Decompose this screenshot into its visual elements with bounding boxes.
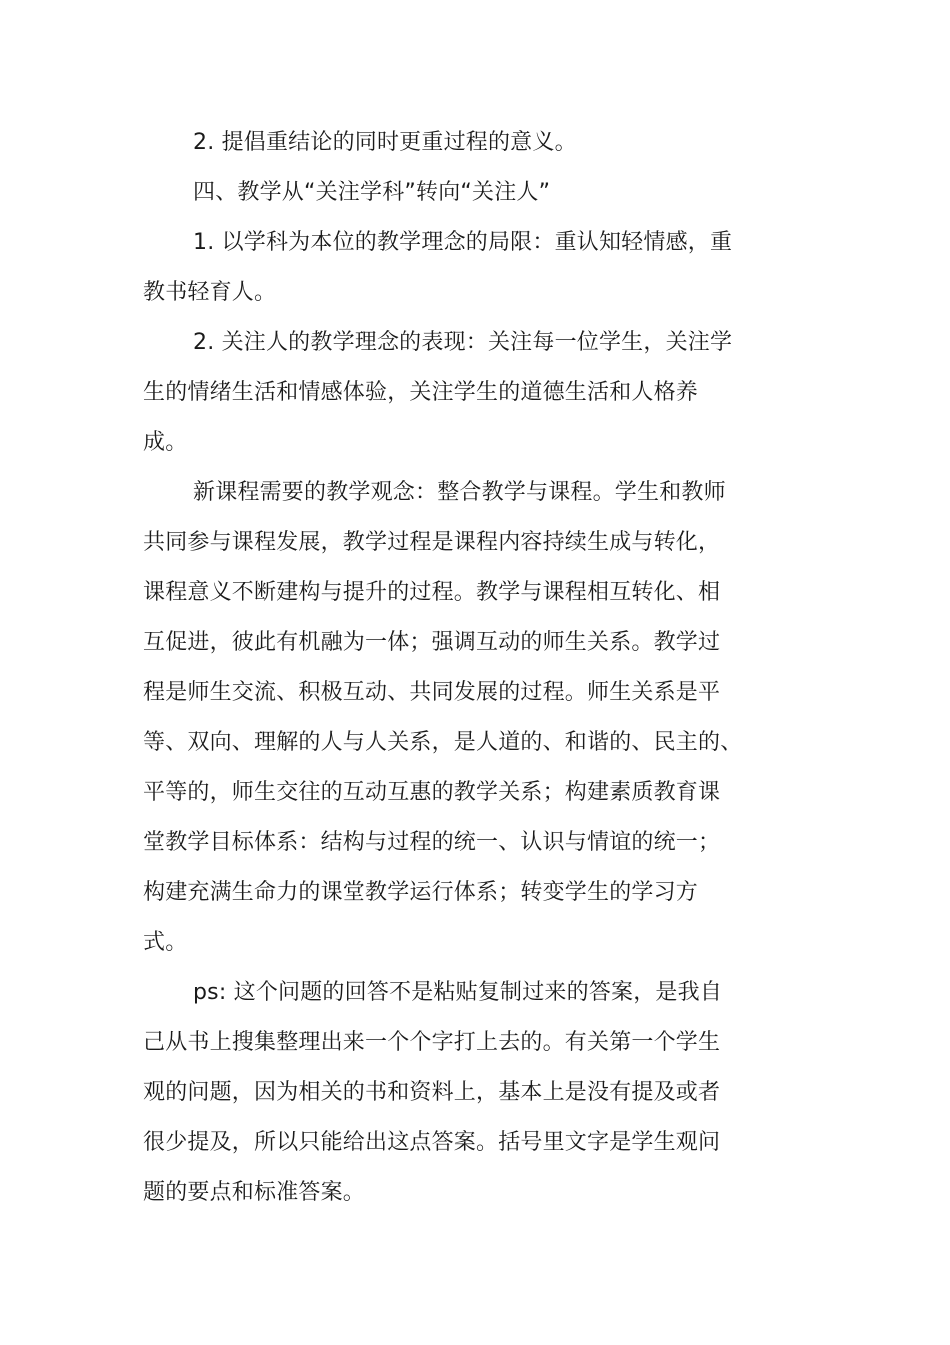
text-line: 生的情绪生活和情感体验，关注学生的道德生活和人格养 bbox=[143, 380, 699, 405]
text-line: 观的问题，因为相关的书和资料上，基本上是没有提及或者 bbox=[143, 1080, 721, 1105]
text-line: 很少提及，所以只能给出这点答案。括号里文字是学生观问 bbox=[143, 1130, 721, 1155]
text-line: 平等的，师生交往的互动互惠的教学关系；构建素质教育课 bbox=[143, 780, 721, 805]
text-line: 构建充满生命力的课堂教学运行体系；转变学生的学习方 bbox=[143, 880, 699, 905]
text-line: 互促进，彼此有机融为一体；强调互动的师生关系。教学过 bbox=[143, 630, 721, 655]
text-line: ps: 这个问题的回答不是粘贴复制过来的答案，是我自 bbox=[193, 980, 723, 1005]
text-line: 式。 bbox=[143, 930, 188, 955]
text-line: 教书轻育人。 bbox=[143, 280, 277, 305]
text-line: 共同参与课程发展，教学过程是课程内容持续生成与转化， bbox=[143, 530, 721, 555]
text-line: 堂教学目标体系：结构与过程的统一、认识与情谊的统一； bbox=[143, 830, 721, 855]
text-line: 成。 bbox=[143, 430, 188, 455]
text-line: 1. 以学科为本位的教学理念的局限：重认知轻情感，重 bbox=[193, 230, 733, 255]
document-body bbox=[143, 118, 753, 1218]
text-line: 程是师生交流、积极互动、共同发展的过程。师生关系是平 bbox=[143, 680, 721, 705]
text-line: 新课程需要的教学观念：整合教学与课程。学生和教师 bbox=[193, 480, 726, 505]
text-line: 2. 提倡重结论的同时更重过程的意义。 bbox=[193, 130, 577, 155]
text-line: 课程意义不断建构与提升的过程。教学与课程相互转化、相 bbox=[143, 580, 721, 605]
text-line: 己从书上搜集整理出来一个个字打上去的。有关第一个学生 bbox=[143, 1030, 721, 1055]
text-line: 2. 关注人的教学理念的表现：关注每一位学生，关注学 bbox=[193, 330, 733, 355]
section-heading: 四、教学从“关注学科”转向“关注人” bbox=[193, 180, 551, 205]
text-line: 等、双向、理解的人与人关系，是人道的、和谐的、民主的、 bbox=[143, 730, 743, 755]
text-line: 题的要点和标准答案。 bbox=[143, 1180, 366, 1205]
